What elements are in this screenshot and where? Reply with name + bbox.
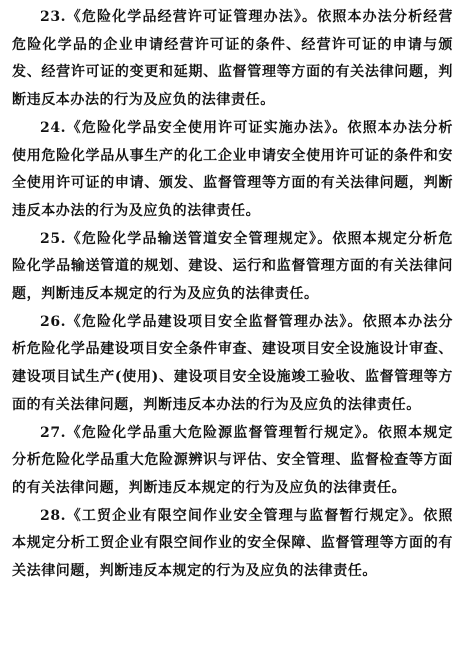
regulation-item-25: 25.《危险化学品输送管道安全管理规定》。依照本规定分析危险化学品输送管道的规划、建设、运行和监督管理方面的有关法律问题，判断违反本规定的行为及应负的法律责任。 [12,230,453,303]
regulation-item-27: 27.《危险化学品重大危险源监督管理暂行规定》。依照本规定分析危险化学品重大危险源辨识与评估、安全管理、监督检查等方面的有关法律问题，判断违反本规定的行为及应负的法律责任。 [12,424,453,496]
regulation-item-24: 24.《危险化学品安全使用许可证实施办法》。依照本办法分析使用危险化学品从事生产的化工企业申请安全使用许可证的条件和安全使用许可证的申请、颁发、监督管理等方面的有关法律问题，判断违反本办法的行为及应负的法律责任。 [12,119,453,219]
regulation-item-28: 28.《工贸企业有限空间作业安全管理与监督暂行规定》。依照本规定分析工贸企业有限空间作业的安全保障、监督管理等方面的有关法律问题，判断违反本规定的行为及应负的法律责任。 [12,507,453,580]
regulation-item-26: 26.《危险化学品建设项目安全监督管理办法》。依照本办法分析危险化学品建设项目安全条件审查、建设项目安全设施设计审查、建设项目试生产(使用)、建设项目安全设施竣工验收、监督管理等方面的有关法律问题，判断违反本办法的行为及应负的法律责任。 [12,313,453,413]
regulation-item-23: 23.《危险化学品经营许可证管理办法》。依照本办法分析经营危险化学品的企业申请经营许可证的条件、经营许可证的申请与颁发、经营许可证的变更和延期、监督管理等方面的有关法律问题，判断违反本办法的行为及应负的法律责任。 [12,9,453,109]
